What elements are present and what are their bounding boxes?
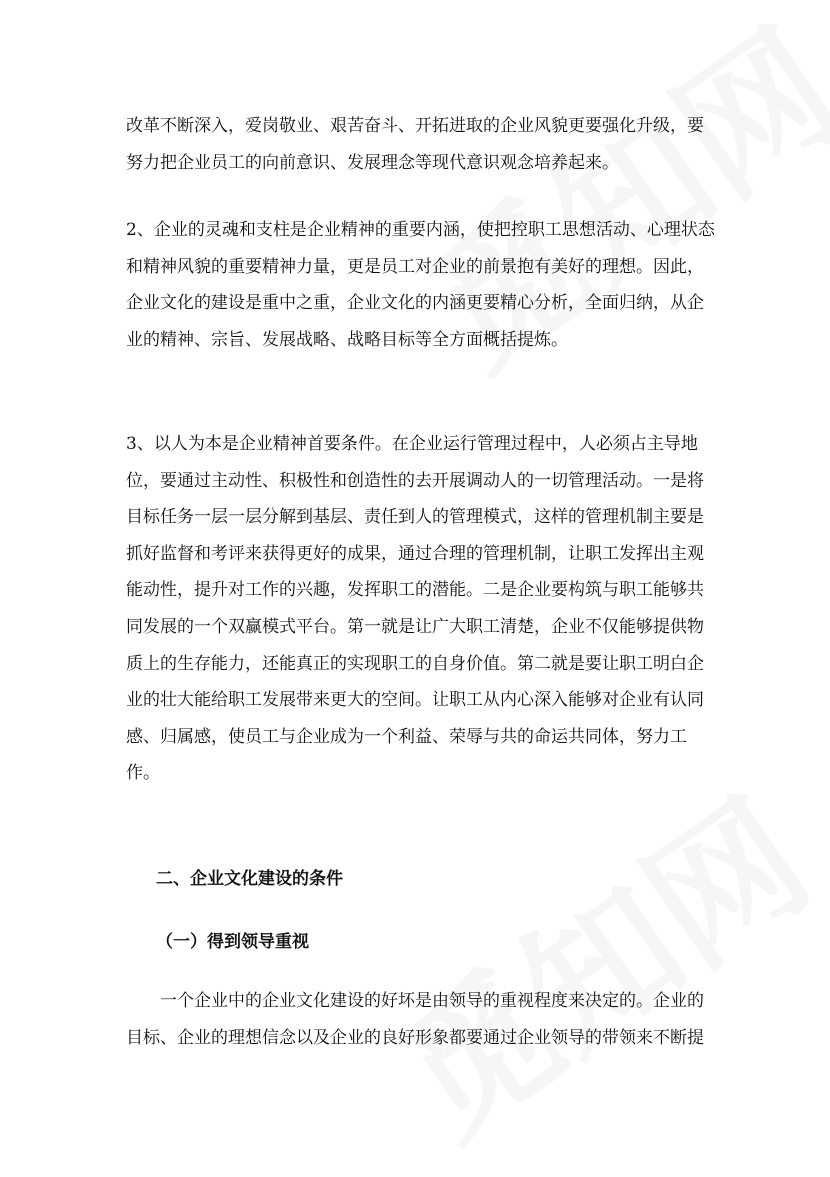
paragraph-4: 一个企业中的企业文化建设的好坏是由领导的重视程度来决定的。企业的目标、企业的理想信念以及企业的良好形象都要通过企业领导的带领来不断提 <box>126 991 704 1048</box>
section-heading: 二、企业文化建设的条件 <box>156 869 343 889</box>
paragraph-3: 3、以人为本是企业精神首要条件。在企业运行管理过程中，人必须占主导地位，要通过主动性、积极性和创造性的去开展调动人的一切管理活动。一是将目标任务一层一层分解到基层、责任到人的管理模式，这样的管理机制主要是抓好监督和考评来获得更好的成果，通过合理的管理机制，让职工发挥出主观能动性，提升对工作的兴趣，发挥职工的潜能。二是企业要构筑与职工能够共同发展的一个双赢模式平台。第一就是让广大职工清楚，企业不仅能够提供物质上的生存能力，还能真正的实现职工的自身价值。第二就是要让职工明白企业的壮大能给职工发展带来更大的空间。让职工从内心深入能够对企业有认同感、归属感，使员工与企业成为一个利益、荣辱与共的命运共同体，努力工作。 <box>126 434 704 784</box>
subsection-heading: （一）得到领导重视 <box>156 932 309 952</box>
watermark-bottom <box>350 742 830 1177</box>
paragraph-1: 改革不断深入，爱岗敬业、艰苦奋斗、开拓进取的企业风貌更要强化升级，要努力把企业员工的向前意识、发展理念等现代意识观念培养起来。 <box>126 116 704 173</box>
paragraph-2: 2、企业的灵魂和支柱是企业精神的重要内涵，使把控职工思想活动、心理状态和精神风貌的重要精神力量，更是员工对企业的前景抱有美好的理想。因此，企业文化的建设是重中之重，企业文化的内涵更要精心分析，全面归纳，从企业的精神、宗旨、发展战略、战略目标等全方面概括提炼。 <box>126 220 715 350</box>
